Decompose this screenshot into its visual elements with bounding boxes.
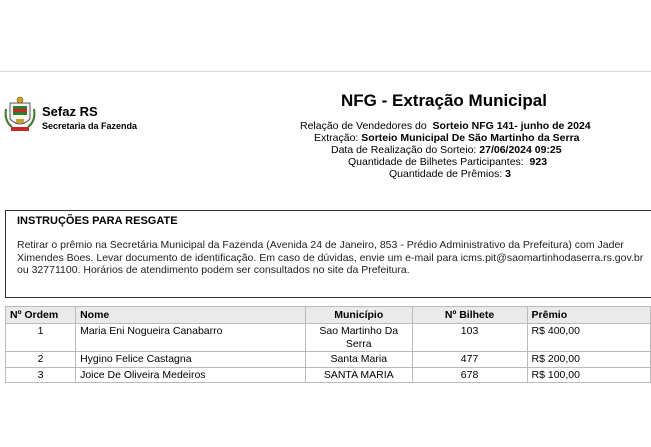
brand-name: Sefaz RS [42,104,98,119]
header-nome: Nome [76,307,306,324]
table-row [6,324,651,352]
table-row [6,352,651,368]
extracao-value: Sorteio Municipal De São Martinho da Serra [361,132,580,144]
relacao-line [300,120,591,132]
cell-premio: R$ 400,00 [527,324,650,352]
premios-line [389,168,511,180]
header-bilhete: Nº Bilhete [412,307,527,324]
bilhetes-value: 923 [529,156,548,168]
winners-table [5,306,651,383]
table-row [6,367,651,383]
cell-bilhete: 678 [412,367,527,383]
cell-nome: Hygino Felice Castagna [76,352,306,368]
table-header-row [6,307,651,324]
header-municipio: Município [305,307,412,324]
bilhetes-label: Quantidade de Bilhetes Participantes: [348,156,524,168]
instructions-text: Retirar o prêmio na Secretária Municipal da Fazenda (Avenida 24 de Janeiro, 853 - Prédio Administrativo da Prefeitura) com Jader Ximendes Boes. Levar documento de identificação. Em caso de dúvidas, envie um e-mail para icms.pit@saomartinhodaserra.rs.gov.br ou 32771100. Horários de atendimento podem ser consultados no site da Prefeitura. [17,239,644,276]
premios-value: 3 [505,168,511,180]
data-value: 27/06/2024 09:25 [479,144,562,156]
cell-municipio: SANTA MARIA [305,367,412,383]
data-line [331,144,562,156]
cell-ordem: 1 [6,324,76,352]
cell-nome: Joice De Oliveira Medeiros [76,367,306,383]
cell-municipio: Santa Maria [305,352,412,368]
extracao-line [314,132,580,144]
data-label: Data de Realização do Sorteio: [331,144,477,156]
cell-ordem: 3 [6,367,76,383]
cell-nome: Maria Eni Nogueira Canabarro [76,324,306,352]
relacao-label: Relação de Vendedores do [300,120,427,132]
header-premio: Prêmio [527,307,650,324]
premios-label: Quantidade de Prêmios: [389,168,503,180]
cell-municipio: Sao Martinho Da Serra [305,324,412,352]
instructions-box [5,210,651,298]
instructions-title: INSTRUÇÕES PARA RESGATE [17,215,178,227]
page-title: NFG - Extração Municipal [341,91,547,110]
top-divider [0,71,651,72]
rs-coat-of-arms-icon [4,95,36,135]
header-ordem: Nº Ordem [6,307,76,324]
brand-subtitle: Secretaria da Fazenda [42,121,138,131]
cell-ordem: 2 [6,352,76,368]
cell-bilhete: 477 [412,352,527,368]
relacao-value: Sorteio NFG 141- junho de 2024 [432,120,591,132]
cell-premio: R$ 200,00 [527,352,650,368]
cell-premio: R$ 100,00 [527,367,650,383]
bilhetes-line [348,156,547,168]
cell-bilhete: 103 [412,324,527,352]
extracao-label: Extração: [314,132,359,144]
